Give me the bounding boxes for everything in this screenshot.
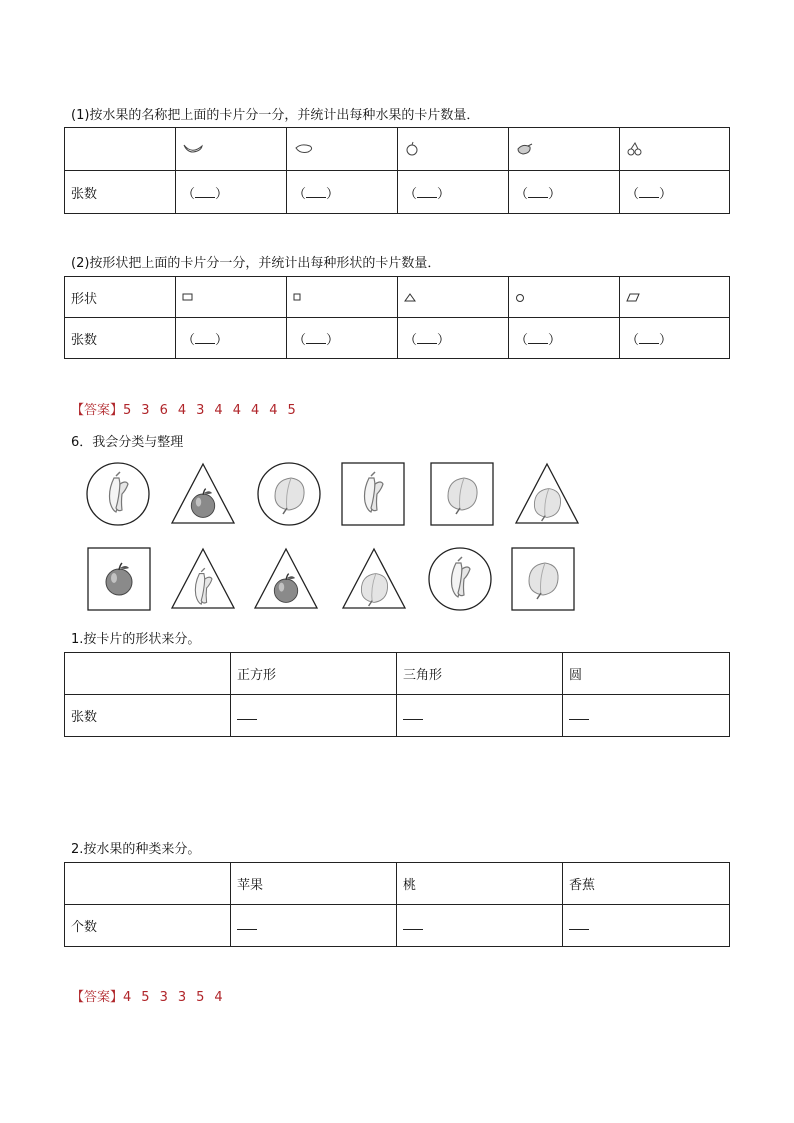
banana-header-cell	[176, 128, 287, 171]
shape-classification-table	[64, 652, 730, 737]
triangle-peach-card	[514, 461, 580, 527]
banana-icon	[182, 142, 286, 156]
answer-value: 6	[159, 403, 168, 418]
fruit-classification-table	[64, 862, 730, 947]
square-icon	[293, 293, 397, 301]
fill-blank	[397, 905, 563, 947]
fill-blank	[620, 171, 730, 214]
answer-blank[interactable]	[639, 331, 659, 344]
fill-blank	[287, 318, 398, 359]
circle-header-cell	[509, 277, 620, 318]
answer-blank[interactable]	[417, 185, 437, 198]
empty-header-cell	[65, 653, 231, 695]
circle-banana-card	[85, 461, 151, 527]
answer-label: 【答案】	[71, 403, 124, 418]
answer-blank[interactable]	[195, 185, 215, 198]
answer-blank[interactable]	[195, 331, 215, 344]
strawberry-header-cell	[509, 128, 620, 171]
empty-header-cell	[65, 863, 231, 905]
fill-blank	[397, 695, 563, 737]
circle-peach-card	[256, 461, 322, 527]
triangle-banana-card	[170, 546, 236, 612]
answer-blank[interactable]	[569, 917, 589, 930]
section1-prompt: (1)按水果的名称把上面的卡片分一分，并统计出每种水果的卡片数量．	[71, 108, 480, 123]
answer-value: 4	[214, 403, 223, 418]
answer-value: 4	[123, 990, 132, 1005]
paren-close: ）	[659, 186, 673, 202]
peach-icon	[293, 142, 397, 156]
row-label: 个数	[65, 905, 231, 947]
paren-close: ）	[659, 332, 673, 348]
paren-close: ）	[548, 332, 562, 348]
answer-blank[interactable]	[237, 707, 257, 720]
paren-close: ）	[437, 186, 451, 202]
fill-blank	[231, 905, 397, 947]
header-apple: 苹果	[231, 863, 397, 905]
question6-title: 6．我会分类与整理	[71, 435, 184, 450]
fill-blank	[620, 318, 730, 359]
rectangle-header-cell	[176, 277, 287, 318]
paren-open: （	[515, 332, 529, 348]
answer-value: 3	[141, 403, 150, 418]
rectangle-icon	[182, 293, 286, 301]
fill-blank	[509, 171, 620, 214]
header-square: 正方形	[231, 653, 397, 695]
answer-value: 5	[141, 990, 150, 1005]
answer-value: 4	[269, 403, 278, 418]
square-peach-card	[429, 461, 495, 527]
paren-open: （	[404, 332, 418, 348]
fill-blank	[176, 171, 287, 214]
paren-open: （	[293, 186, 307, 202]
square-peach-card	[510, 546, 576, 612]
answer-value: 5	[123, 403, 132, 418]
answer-blank[interactable]	[306, 331, 326, 344]
empty-header-cell	[65, 128, 176, 171]
answer-blank[interactable]	[528, 185, 548, 198]
paren-close: ）	[548, 186, 562, 202]
cherry-header-cell	[620, 128, 730, 171]
strawberry-icon	[515, 141, 619, 157]
answer-blank[interactable]	[403, 917, 423, 930]
row-label: 张数	[65, 318, 176, 359]
header-banana: 香蕉	[563, 863, 730, 905]
answer-values	[123, 990, 233, 1005]
circle-icon	[515, 293, 619, 302]
answer-blank[interactable]	[403, 707, 423, 720]
answer-blank[interactable]	[569, 707, 589, 720]
paren-close: ）	[215, 186, 229, 202]
fill-blank	[176, 318, 287, 359]
header-circle: 圆	[563, 653, 730, 695]
cherry-icon	[626, 141, 729, 157]
answer-blank[interactable]	[528, 331, 548, 344]
fill-blank	[398, 171, 509, 214]
answer-blank[interactable]	[237, 917, 257, 930]
answer-value: 5	[196, 990, 205, 1005]
header-triangle: 三角形	[397, 653, 563, 695]
square-apple-card	[86, 546, 152, 612]
row-label: 张数	[65, 695, 231, 737]
parallelogram-icon	[626, 293, 729, 302]
part1-prompt: 1.按卡片的形状来分。	[71, 632, 201, 647]
paren-close: ）	[326, 186, 340, 202]
peach-header-cell	[287, 128, 398, 171]
answer1-line	[71, 399, 306, 418]
answer-values	[123, 403, 306, 418]
section2-prompt: (2)按形状把上面的卡片分一分，并统计出每种形状的卡片数量．	[71, 256, 441, 271]
answer-label: 【答案】	[71, 990, 124, 1005]
paren-open: （	[404, 186, 418, 202]
paren-open: （	[293, 332, 307, 348]
parallelogram-header-cell	[620, 277, 730, 318]
answer-value: 3	[159, 990, 168, 1005]
answer-value: 3	[196, 403, 205, 418]
apple-icon	[404, 141, 508, 157]
paren-open: （	[515, 186, 529, 202]
square-banana-card	[340, 461, 406, 527]
triangle-peach-card	[341, 546, 407, 612]
fill-blank	[563, 905, 730, 947]
answer-blank[interactable]	[306, 185, 326, 198]
fill-blank	[398, 318, 509, 359]
triangle-icon	[404, 293, 508, 302]
answer-blank[interactable]	[639, 185, 659, 198]
answer-value: 4	[214, 990, 223, 1005]
answer-value: 3	[177, 990, 187, 1005]
answer-value: 5	[287, 403, 296, 418]
apple-header-cell	[398, 128, 509, 171]
paren-close: ）	[437, 332, 451, 348]
row-label: 张数	[65, 171, 176, 214]
header-peach: 桃	[397, 863, 563, 905]
fill-blank	[287, 171, 398, 214]
paren-open: （	[182, 186, 196, 202]
triangle-header-cell	[398, 277, 509, 318]
answer-value: 4	[232, 403, 241, 418]
fill-blank	[509, 318, 620, 359]
triangle-apple-card	[253, 546, 319, 612]
shape-count-table	[64, 276, 730, 359]
fill-blank	[231, 695, 397, 737]
triangle-apple-card	[170, 461, 236, 527]
answer-value: 4	[250, 403, 260, 418]
paren-open: （	[626, 186, 640, 202]
answer-value: 4	[177, 403, 187, 418]
answer-blank[interactable]	[417, 331, 437, 344]
fill-blank	[563, 695, 730, 737]
square-header-cell	[287, 277, 398, 318]
fruit-count-table	[64, 127, 730, 214]
paren-open: （	[182, 332, 196, 348]
paren-close: ）	[326, 332, 340, 348]
answer2-line	[71, 986, 233, 1005]
shape-header-label: 形状	[65, 277, 176, 318]
paren-open: （	[626, 332, 640, 348]
paren-close: ）	[215, 332, 229, 348]
part2-prompt: 2.按水果的种类来分。	[71, 842, 201, 857]
circle-banana-card	[427, 546, 493, 612]
